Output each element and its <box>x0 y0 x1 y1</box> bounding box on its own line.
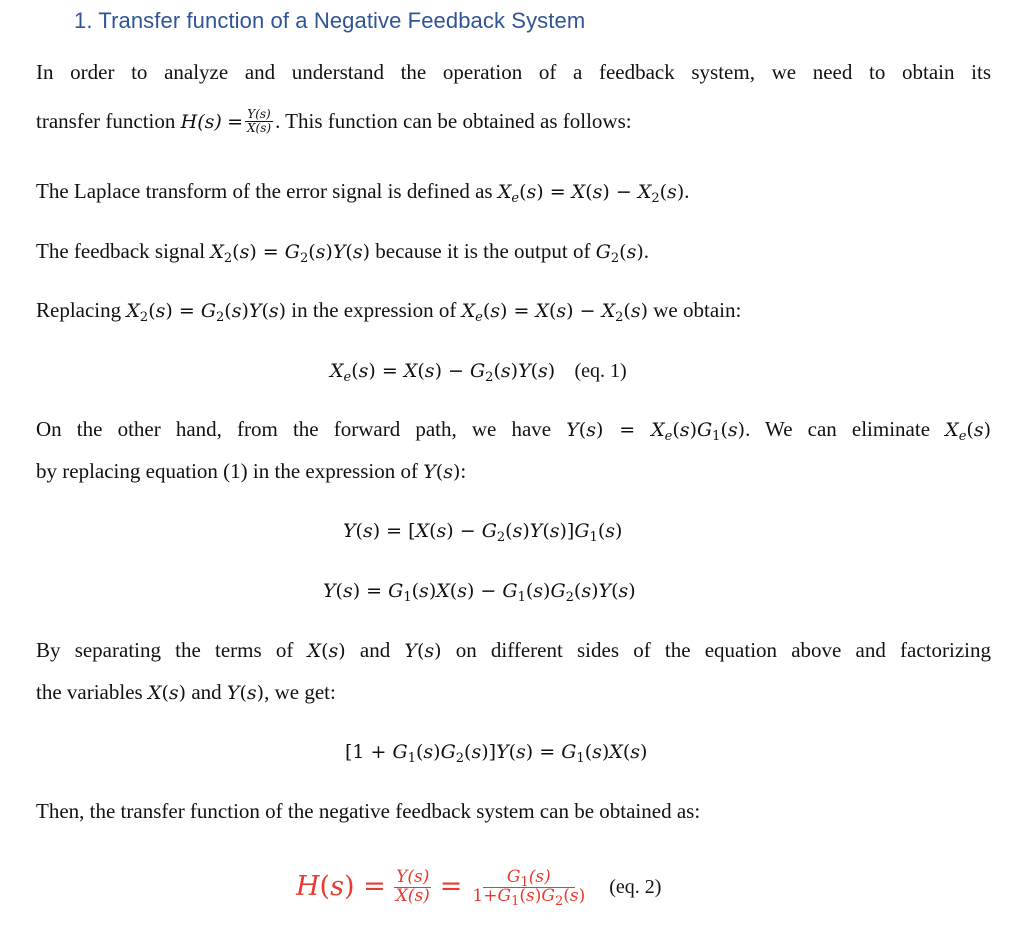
separating-text-and: and <box>345 638 405 662</box>
paragraph-forward-path-line-2: by replacing equation (1) in the expression of Y(s): <box>36 459 467 483</box>
math-x-of-s: X(s) <box>307 640 346 662</box>
replacing-text-prefix: Replacing <box>36 298 127 322</box>
equation-derivation-2 <box>323 577 636 604</box>
math-x2-substitution: $X_2(s) = G_2(s)Y(s)$ <box>126 300 287 325</box>
paragraph-intro-line-1: In order to analyze and understand the operation of a feedback system, we need to obtain its <box>36 60 991 84</box>
forward-path-text-prefix: On the other hand, from the forward path, we have <box>36 417 567 441</box>
equation-2-label: (eq. 2) <box>609 876 662 898</box>
math-forward-path: $Y(s) = X_e(s)G_1(s)$ <box>566 419 746 444</box>
math-derivation-1: $Y(s) = [X(s) - G_2(s)Y(s)]G_1(s)$ <box>343 520 623 545</box>
paragraph-forward-path-line-1: On the other hand, from the forward path, we have $Y(s) = X_e(s)G_1(s)$. We can eliminate $X_e(s)$ <box>36 417 992 444</box>
variables-text-and: and <box>186 680 227 704</box>
paragraph-separating-line-1 <box>36 637 991 664</box>
paragraph-feedback-signal: The feedback signal $X_2(s) = G_2(s)Y(s)$ because it is the output of $G_2(s)$. <box>36 239 650 266</box>
paragraph-error-signal: The Laplace transform of the error signal is defined as $X_e(s) = X(s) - X_2(s)$. <box>36 179 690 206</box>
intro-text-prefix: transfer function <box>36 109 181 133</box>
math-h-of-s-result: H(s) = <box>296 871 386 902</box>
math-derivation-2: $Y(s) = G_1(s)X(s) - G_1(s)G_2(s)Y(s)$ <box>323 580 636 605</box>
math-fraction-y-over-x: $\frac{Y(s)}{X(s)}$ <box>246 107 272 135</box>
forward-path-line2-text: by replacing equation (1) in the expression of <box>36 459 424 483</box>
separating-text-suffix: on different sides of the equation above and factorizing <box>441 638 992 662</box>
math-error-signal-definition: $X_e(s) = X(s) - X_2(s)$ <box>497 181 685 206</box>
math-x-of-s-2: X(s) <box>147 682 187 704</box>
separating-text-prefix: By separating the terms of <box>36 638 308 662</box>
intro-text-suffix: This function can be obtained as follows: <box>280 109 632 133</box>
equation-1-label: (eq. 1) <box>574 360 627 382</box>
replacing-text-middle: in the expression of <box>286 298 462 322</box>
math-y-of-s-3: Y(s) <box>226 682 265 704</box>
equation-derivation-1 <box>343 517 622 544</box>
forward-path-text-middle: We can eliminate <box>750 417 946 441</box>
feedback-text-prefix: The feedback signal <box>36 239 211 263</box>
math-error-expression: $X_e(s) = X(s) - X_2(s)$ <box>461 300 648 325</box>
math-eq1-body: $X_e(s) = X(s) - G_2(s)Y(s)$ <box>330 360 556 385</box>
math-fraction-y-x: $\frac{Y(s)}{X(s)}$ <box>395 866 430 906</box>
paragraph-replacing <box>36 297 741 324</box>
math-h-of-s: H <box>180 111 198 133</box>
variables-text-suffix: we get: <box>269 680 336 704</box>
section-heading: 1. Transfer function of a Negative Feedback System <box>74 8 586 33</box>
math-y-of-s-2: Y(s) <box>404 640 442 662</box>
feedback-text-middle: because it is the output of <box>370 239 596 263</box>
paragraph-separating-line-2: the variables X(s) and Y(s), we get: <box>36 680 336 704</box>
paragraph-then: Then, the transfer function of the negative feedback system can be obtained as: <box>36 799 701 823</box>
math-g2: $G_2(s)$ <box>595 241 644 266</box>
math-factorized: $[1 + G_1(s)G_2(s)]Y(s) = G_1(s)X(s)$ <box>345 741 648 766</box>
math-feedback-definition: $X_2(s) = G_2(s)Y(s)$ <box>210 241 370 266</box>
math-xe: $X_e(s)$ <box>945 419 992 444</box>
error-signal-text: The Laplace transform of the error signal is defined as <box>36 179 498 203</box>
math-equals-sign: = <box>439 871 463 902</box>
equation-factorized <box>345 738 647 765</box>
math-fraction-transfer-function: $\frac{G_1(s)}{1+G_1(s)G_2(s)}$ <box>472 866 586 909</box>
equation-1 <box>330 357 627 384</box>
variables-text-prefix: the variables <box>36 680 148 704</box>
replacing-text-suffix: we obtain: <box>648 298 742 322</box>
equation-2 <box>296 852 661 922</box>
math-y-of-s: Y(s) <box>423 461 461 483</box>
paragraph-intro-line-2: transfer function H(s) = $\frac{Y(s)}{X(s)}$ . This function can be obtained as follows: <box>36 107 632 135</box>
